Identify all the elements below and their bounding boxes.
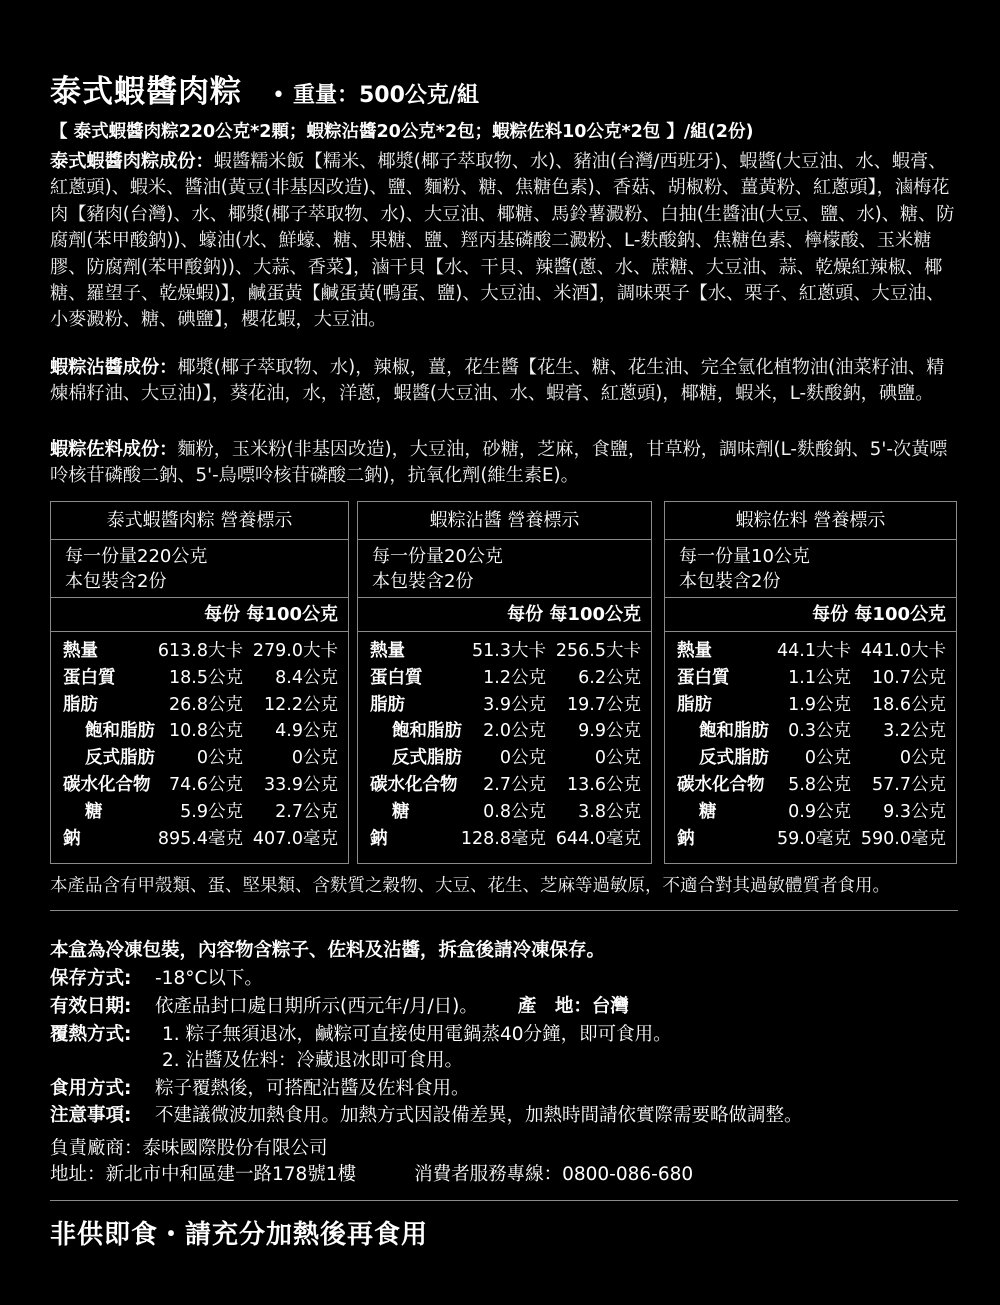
per-serving-value: 2.7公克 xyxy=(483,774,546,795)
per-serving-value: 1.1公克 xyxy=(788,667,851,688)
per-serving-value: 5.8公克 xyxy=(788,774,851,795)
nutrient-label: 碳水化合物 xyxy=(370,774,458,795)
per-100g-value: 407.0毫克 xyxy=(252,828,338,849)
usage-method xyxy=(50,1074,470,1100)
nutrient-row xyxy=(51,826,348,853)
per-100g-value: 12.2公克 xyxy=(264,694,338,715)
nutrient-rows xyxy=(358,632,651,852)
nutrition-panel-topping xyxy=(664,501,957,864)
nutrient-label: 蛋白質 xyxy=(63,667,116,688)
per-serving-value: 0.3公克 xyxy=(788,721,851,742)
usage-label: 食用方式: xyxy=(50,1078,132,1099)
per-100g-value: 4.9公克 xyxy=(275,721,338,742)
per-100g-value: 0公克 xyxy=(899,748,946,769)
per-serving-value: 74.6公克 xyxy=(169,774,243,795)
per-100g-value: 8.4公克 xyxy=(275,667,338,688)
column-headers: 每份 每100公克 xyxy=(51,598,348,632)
nutrient-label: 蛋白質 xyxy=(370,667,423,688)
storage-method xyxy=(50,964,263,990)
per-100g-value: 13.6公克 xyxy=(567,774,641,795)
expiry-label: 有效日期: xyxy=(50,996,132,1017)
per-serving-value: 18.5公克 xyxy=(169,667,243,688)
per-serving-value: 51.3大卡 xyxy=(472,641,546,661)
nutrient-label: 脂肪 xyxy=(677,694,712,715)
divider xyxy=(50,1200,958,1201)
nutrient-row xyxy=(665,745,956,772)
reheat-label: 覆熱方式: xyxy=(50,1024,132,1045)
nutrient-label: 熱量 xyxy=(370,641,405,661)
nutrient-label: 反式脂肪 xyxy=(699,748,769,769)
storage-notice: 本盒為冷凍包裝，內容物含粽子、佐料及沾醬，拆盒後請冷凍保存。 xyxy=(50,940,606,961)
per-serving-value: 59.0毫克 xyxy=(777,828,851,849)
serving-size: 每一份量20公克 xyxy=(372,546,503,567)
service-hotline: 消費者服務專線：0800-086-680 xyxy=(414,1164,694,1185)
nutrient-row xyxy=(51,772,348,799)
serving-size: 每一份量220公克 xyxy=(65,546,208,567)
nutrient-label: 熱量 xyxy=(677,641,712,661)
nutrient-label: 碳水化合物 xyxy=(63,774,151,795)
ingredients-sauce xyxy=(50,355,955,408)
nutrient-label: 糖 xyxy=(85,801,103,822)
nutrient-row xyxy=(358,665,651,692)
per-100g-value: 18.6公克 xyxy=(872,694,946,715)
nutrient-row xyxy=(665,638,956,665)
nutrient-row xyxy=(358,718,651,745)
divider xyxy=(50,910,958,911)
package-contents: 【 泰式蝦醬肉粽220公克*2顆；蝦粽沾醬20公克*2包；蝦粽佐料10公克*2包 】/組(2份) xyxy=(50,122,754,142)
per-serving-value: 0公克 xyxy=(196,748,243,769)
usage-value: 粽子覆熱後，可搭配沾醬及佐料食用。 xyxy=(155,1078,470,1099)
nutrient-label: 熱量 xyxy=(63,641,98,661)
per-serving-value: 26.8公克 xyxy=(169,694,243,715)
per-serving-value: 0.8公克 xyxy=(483,801,546,822)
per-100g-value: 6.2公克 xyxy=(578,667,641,688)
nutrition-panel-zongzi xyxy=(50,501,349,864)
nutrient-row xyxy=(358,692,651,719)
nutrient-rows xyxy=(665,632,956,852)
nutrient-label: 反式脂肪 xyxy=(85,748,155,769)
per-100g-value: 3.2公克 xyxy=(883,721,946,742)
ingredients-main xyxy=(50,149,955,334)
nutrient-row xyxy=(358,638,651,665)
serving-info xyxy=(358,540,651,598)
per-100g-value: 590.0毫克 xyxy=(860,828,946,849)
expiry-value: 依產品封口處日期所示(西元年/月/日)。 xyxy=(155,996,478,1017)
nutrient-label: 脂肪 xyxy=(370,694,405,715)
product-weight: 重量：500公克/組 xyxy=(292,83,479,108)
per-serving-value: 1.9公克 xyxy=(788,694,851,715)
per-100g-value: 9.9公克 xyxy=(578,721,641,742)
manufacturer: 負責廠商：泰味國際股份有限公司 xyxy=(50,1138,328,1159)
per-100g-value: 33.9公克 xyxy=(264,774,338,795)
per-serving-value: 128.8毫克 xyxy=(460,828,546,849)
per-100g-value: 10.7公克 xyxy=(872,667,946,688)
expiry-date xyxy=(50,992,629,1018)
address: 地址：新北市中和區建一路178號1樓 xyxy=(50,1164,357,1185)
nutrient-label: 反式脂肪 xyxy=(392,748,462,769)
per-100g-value: 3.8公克 xyxy=(578,801,641,822)
nutrient-row xyxy=(665,799,956,826)
nutrient-label: 碳水化合物 xyxy=(677,774,765,795)
nutrient-row xyxy=(51,692,348,719)
storage-method-value: -18°C以下。 xyxy=(155,968,263,989)
nutrient-row xyxy=(665,665,956,692)
nutrient-row xyxy=(51,799,348,826)
ingredients-topping xyxy=(50,437,955,490)
storage-method-label: 保存方式: xyxy=(50,968,132,989)
nutrient-row xyxy=(358,772,651,799)
per-serving-value: 613.8大卡 xyxy=(157,641,243,661)
ingredients-sauce-text: 椰漿(椰子萃取物、水)，辣椒，薑，花生醬【花生、糖、花生油、完全氫化植物油(油菜籽油、精煉棉籽油、大豆油)】，葵花油，水，洋蔥，蝦醬(大豆油、水、蝦膏、紅蔥頭)，椰糖，蝦米，L-麩酸鈉，碘鹽。 xyxy=(50,357,945,405)
nutrient-row xyxy=(51,718,348,745)
per-serving-value: 2.0公克 xyxy=(483,721,546,742)
servings-per-package: 本包裝含2份 xyxy=(372,571,474,592)
origin: 產 地：台灣 xyxy=(517,996,629,1017)
per-serving-value: 0公克 xyxy=(804,748,851,769)
allergen-warning: 本產品含有甲殼類、蛋、堅果類、含麩質之穀物、大豆、花生、芝麻等過敏原，不適合對其過敏體質者食用。 xyxy=(50,876,890,896)
per-100g-value: 0公克 xyxy=(594,748,641,769)
nutrient-row xyxy=(358,826,651,853)
product-title-line xyxy=(50,66,479,110)
nutrient-row xyxy=(665,772,956,799)
ingredients-main-label: 泰式蝦醬肉粽成份： xyxy=(50,151,214,172)
address-line xyxy=(50,1160,693,1186)
nutrient-row xyxy=(358,799,651,826)
per-serving-value: 3.9公克 xyxy=(483,694,546,715)
caution xyxy=(50,1101,803,1127)
nutrient-row xyxy=(51,638,348,665)
per-serving-value: 44.1大卡 xyxy=(777,641,851,661)
serving-info xyxy=(51,540,348,598)
column-headers: 每份 每100公克 xyxy=(358,598,651,632)
per-100g-value: 9.3公克 xyxy=(883,801,946,822)
nutrient-label: 鈉 xyxy=(677,828,695,849)
nutrient-row xyxy=(665,826,956,853)
nutrition-panel-sauce xyxy=(357,501,652,864)
reheat-method xyxy=(50,1020,155,1046)
nutrient-label: 蛋白質 xyxy=(677,667,730,688)
nutrition-panel-title: 蝦粽沾醬 營養標示 xyxy=(358,502,651,540)
bullet-icon: • xyxy=(272,83,285,108)
per-serving-value: 5.9公克 xyxy=(180,801,243,822)
nutrient-label: 飽和脂肪 xyxy=(699,721,769,742)
nutrient-rows xyxy=(51,632,348,852)
per-100g-value: 0公克 xyxy=(291,748,338,769)
serving-info xyxy=(665,540,956,598)
per-serving-value: 1.2公克 xyxy=(483,667,546,688)
per-100g-value: 2.7公克 xyxy=(275,801,338,822)
caution-value: 不建議微波加熱食用。加熱方式因設備差異，加熱時間請依實際需要略做調整。 xyxy=(155,1105,803,1126)
nutrient-row xyxy=(51,665,348,692)
nutrient-label: 鈉 xyxy=(63,828,81,849)
ingredients-main-text: 蝦醬糯米飯【糯米、椰漿(椰子萃取物、水)、豬油(台灣/西班牙)、蝦醬(大豆油、水、蝦膏、紅蔥頭)、蝦米、醬油(黃豆(非基因改造)、鹽、麵粉、糖、焦糖色素)、香菇、胡椒粉、薑黃粉、紅蔥頭】，滷梅花肉【豬肉(台灣)、水、椰漿(椰子萃取物、水)、大豆油、椰糖、馬鈴薯澱粉、白抽(生醬油(大豆、鹽、水)、糖、防腐劑(苯甲酸鈉))、蠔油(水、鮮蠔、糖、果糖、鹽、羥丙基磷酸二澱粉、L-麩酸鈉、焦糖色素、檸檬酸、玉米糖膠、防腐劑(苯甲酸鈉))、大蒜、香菜】，滷干貝【水、干貝、辣醬(蔥、水、蔗糖、大豆油、蒜、乾燥紅辣椒、椰糖、羅望子、乾燥蝦)】，鹹蛋黃【鹹蛋黃(鴨蛋、鹽)、大豆油、米酒】，調味栗子【水、栗子、紅蔥頭、大豆油、小麥澱粉、糖、碘鹽】，櫻花蝦，大豆油。 xyxy=(50,151,955,331)
per-100g-value: 644.0毫克 xyxy=(555,828,641,849)
nutrient-label: 糖 xyxy=(699,801,717,822)
per-serving-value: 895.4毫克 xyxy=(157,828,243,849)
product-name: 泰式蝦醬肉粽 xyxy=(50,74,242,110)
per-100g-value: 57.7公克 xyxy=(872,774,946,795)
per-100g-value: 19.7公克 xyxy=(567,694,641,715)
nutrient-label: 飽和脂肪 xyxy=(392,721,462,742)
ingredients-topping-label: 蝦粽佐料成份： xyxy=(50,439,178,460)
nutrient-label: 飽和脂肪 xyxy=(85,721,155,742)
per-100g-value: 279.0大卡 xyxy=(252,641,338,661)
reheat-step-2: 2. 沾醬及佐料：冷藏退冰即可食用。 xyxy=(162,1050,464,1071)
per-100g-value: 256.5大卡 xyxy=(555,641,641,661)
nutrition-panel-title: 蝦粽佐料 營養標示 xyxy=(665,502,956,540)
nutrient-label: 糖 xyxy=(392,801,410,822)
heating-warning: 非供即食・請充分加熱後再食用 xyxy=(50,1220,429,1250)
nutrient-row xyxy=(665,692,956,719)
per-100g-value: 441.0大卡 xyxy=(860,641,946,661)
servings-per-package: 本包裝含2份 xyxy=(65,571,167,592)
servings-per-package: 本包裝含2份 xyxy=(679,571,781,592)
reheat-step-1: 1. 粽子無須退冰，鹹粽可直接使用電鍋蒸40分鐘，即可食用。 xyxy=(162,1024,672,1045)
nutrient-row xyxy=(665,718,956,745)
ingredients-sauce-label: 蝦粽沾醬成份： xyxy=(50,357,178,378)
nutrient-row xyxy=(51,745,348,772)
ingredients-topping-text: 麵粉，玉米粉(非基因改造)，大豆油，砂糖，芝麻，食鹽，甘草粉，調味劑(L-麩酸鈉、5'-次黃嘌呤核苷磷酸二鈉、5'-鳥嘌呤核苷磷酸二鈉)，抗氧化劑(維生素E)。 xyxy=(50,439,948,487)
nutrient-label: 鈉 xyxy=(370,828,388,849)
column-headers: 每份 每100公克 xyxy=(665,598,956,632)
nutrient-row xyxy=(358,745,651,772)
per-serving-value: 0.9公克 xyxy=(788,801,851,822)
nutrition-panel-title: 泰式蝦醬肉粽 營養標示 xyxy=(51,502,348,540)
serving-size: 每一份量10公克 xyxy=(679,546,810,567)
per-serving-value: 0公克 xyxy=(499,748,546,769)
nutrient-label: 脂肪 xyxy=(63,694,98,715)
caution-label: 注意事項: xyxy=(50,1105,132,1126)
per-serving-value: 10.8公克 xyxy=(169,721,243,742)
